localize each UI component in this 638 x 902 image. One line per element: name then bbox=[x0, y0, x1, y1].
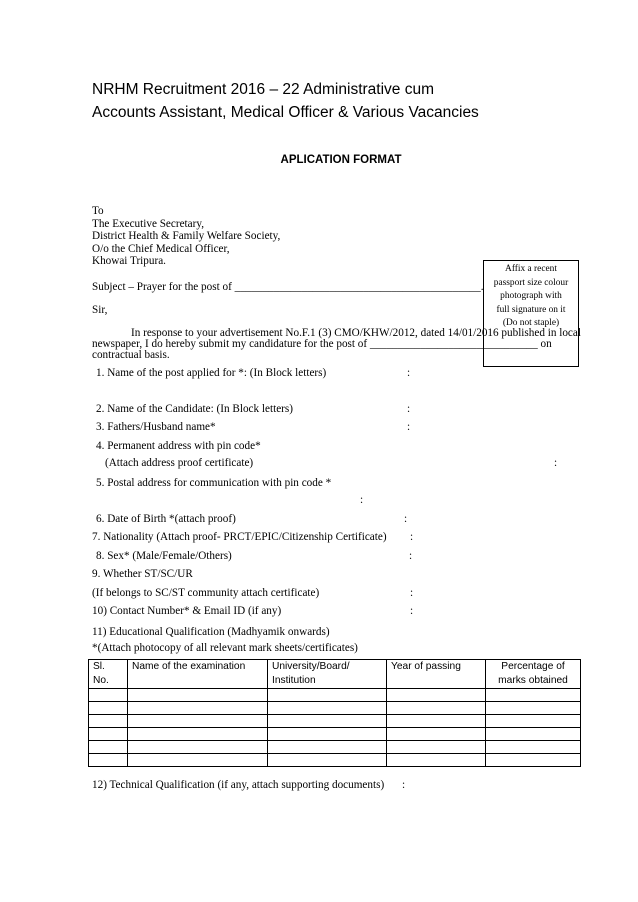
document-title bbox=[92, 78, 592, 124]
field-education: 11) Educational Qualification (Madhyamik onwards) bbox=[92, 626, 330, 638]
address-line-1: The Executive Secretary, bbox=[92, 217, 205, 230]
colon: : bbox=[410, 587, 414, 599]
paragraph-line-1: In response to your advertisement No.F.1 (3) CMO/KHW/2012, dated 14/01/2016 published in local bbox=[131, 327, 581, 339]
colon: : bbox=[407, 421, 411, 433]
title-line-2: Accounts Assistant, Medical Officer & Various Vacancies bbox=[92, 104, 479, 121]
col-year: Year of passing bbox=[387, 660, 486, 689]
intro-paragraph bbox=[92, 327, 581, 361]
field-permanent-address: 4. Permanent address with pin code* bbox=[96, 440, 261, 452]
field-technical-qualification: 12) Technical Qualification (if any, attach supporting documents) bbox=[92, 779, 385, 791]
colon: : bbox=[410, 605, 414, 617]
col-sl-no: Sl. No. bbox=[89, 660, 128, 689]
address-line-4: Khowai Tripura. bbox=[92, 255, 166, 267]
field-post-applied: 1. Name of the post applied for *: (In Block letters) bbox=[96, 367, 327, 379]
field-contact: 10) Contact Number* & Email ID (if any) bbox=[92, 605, 282, 617]
field-sex: 8. Sex* (Male/Female/Others) bbox=[96, 550, 232, 562]
education-table bbox=[88, 659, 581, 767]
recipient-address bbox=[92, 205, 280, 268]
application-format-heading: APLICATION FORMAT bbox=[280, 154, 402, 166]
table-row bbox=[89, 715, 581, 728]
table-row bbox=[89, 741, 581, 754]
table-row bbox=[89, 728, 581, 741]
address-line-2: District Health & Family Welfare Society, bbox=[92, 230, 281, 242]
field-permanent-address-note: (Attach address proof certificate) bbox=[105, 457, 254, 469]
field-category-note: (If belongs to SC/ST community attach certificate) bbox=[92, 587, 320, 599]
colon: : bbox=[554, 457, 558, 469]
colon: : bbox=[402, 779, 406, 791]
col-percentage: Percentage of marks obtained bbox=[486, 660, 581, 689]
colon: : bbox=[407, 367, 411, 379]
col-examination: Name of the examination bbox=[128, 660, 268, 689]
address-line-3: O/o the Chief Medical Officer, bbox=[92, 242, 230, 255]
field-education-note: *(Attach photocopy of all relevant mark sheets/certificates) bbox=[92, 642, 358, 654]
field-category: 9. Whether ST/SC/UR bbox=[92, 568, 193, 580]
colon: : bbox=[404, 513, 408, 525]
field-candidate-name: 2. Name of the Candidate: (In Block letters) bbox=[96, 403, 293, 415]
colon: : bbox=[410, 531, 414, 543]
address-to: To bbox=[92, 205, 104, 217]
field-father-name: 3. Fathers/Husband name* bbox=[96, 421, 216, 433]
field-date-of-birth: 6. Date of Birth *(attach proof) bbox=[96, 513, 236, 525]
salutation: Sir, bbox=[92, 304, 108, 316]
table-row bbox=[89, 702, 581, 715]
photo-box: Affix a recent passport size colour photograph with full signature on it (Do not staple) bbox=[483, 260, 579, 367]
paragraph-line-2: newspaper, I do hereby submit my candidature for the post of ______________________________ on bbox=[92, 338, 552, 350]
colon: : bbox=[407, 403, 411, 415]
table-header-row bbox=[89, 660, 581, 689]
title-line-1: NRHM Recruitment 2016 – 22 Administrative cum bbox=[92, 81, 434, 98]
paragraph-line-3: contractual basis. bbox=[92, 349, 170, 361]
table-row bbox=[89, 754, 581, 767]
colon: : bbox=[409, 550, 413, 562]
subject-line: Subject – Prayer for the post of ____________________________________________. bbox=[92, 281, 484, 293]
field-postal-address: 5. Postal address for communication with pin code * bbox=[96, 477, 332, 489]
table-row bbox=[89, 689, 581, 702]
field-nationality: 7. Nationality (Attach proof- PRCT/EPIC/Citizenship Certificate) bbox=[92, 531, 387, 543]
colon: : bbox=[360, 494, 364, 506]
col-university: University/Board/ Institution bbox=[268, 660, 387, 689]
